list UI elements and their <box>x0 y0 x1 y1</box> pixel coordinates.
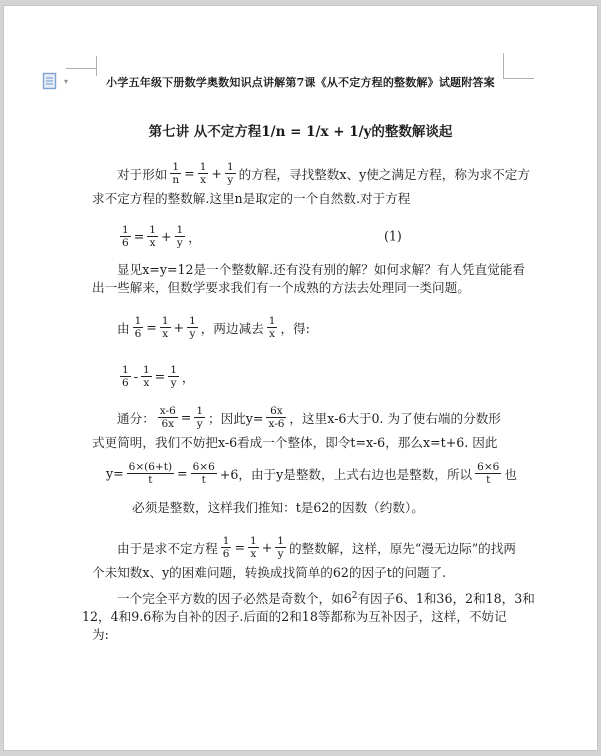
margin-crop-mark <box>66 68 97 69</box>
equation-number: (1) <box>384 228 402 244</box>
fraction: $\frac{1}{x}$ <box>149 223 156 249</box>
paragraph <box>92 530 517 582</box>
fraction: $\frac{1}{y}$ <box>226 160 234 186</box>
text-run: 由 <box>117 320 130 336</box>
text-run: ，两边减去 <box>200 320 264 336</box>
fraction: $\frac{1}{6}$ <box>134 314 142 340</box>
fraction: $\frac{6x}{x-6}$ <box>268 404 285 430</box>
doc-header-line: 小学五年级下册数学奥数知识点讲解第7课《从不定方程的整数解》试题附答案 <box>106 76 495 89</box>
fraction: $\frac{6\times 6}{t}$ <box>192 460 215 486</box>
fraction: $\frac{1}{6}$ <box>122 223 129 249</box>
paragraph-line <box>92 156 530 190</box>
text-run: 有因子6、1和36，2和18，3和 <box>357 591 535 606</box>
text-run: + <box>211 165 222 181</box>
margin-crop-mark <box>503 78 534 79</box>
paragraph-line <box>92 452 517 494</box>
equation-line <box>92 219 517 253</box>
paragraph-line: 式更简明，我们不妨把x-6看成一个整体，即令t=x-6，那么x=t+6. 因此 <box>92 435 498 450</box>
text-run: 对于形如 <box>117 166 168 182</box>
fraction: $\frac{1}{x}$ <box>161 314 169 340</box>
text-run: 通分： <box>117 410 155 426</box>
fraction: $\frac{x-6}{6x}$ <box>159 404 176 430</box>
text-run: = <box>146 319 157 335</box>
fraction: $\frac{1}{y}$ <box>277 534 284 560</box>
superscript: 2 <box>351 590 358 601</box>
text-run: + <box>160 228 172 244</box>
fraction: $\frac{1}{x}$ <box>199 160 207 186</box>
equation-line <box>92 359 517 393</box>
paragraph <box>92 400 517 517</box>
equation-line <box>92 310 517 344</box>
paragraph-line: 显见x=y=12是一个整数解.还有没有别的解？如何求解？有人凭直觉能看 <box>117 262 525 277</box>
text-run: ， <box>188 229 201 245</box>
doc-title: 第七讲 从不定方程1/n = 1/x + 1/y的整数解谈起 <box>148 124 453 140</box>
text-run: + <box>261 539 273 555</box>
paragraph-line: 必须是整数，这样我们推知：t是62的因数（约数）。 <box>132 500 424 515</box>
fraction: $\frac{1}{y}$ <box>170 363 177 389</box>
paragraph <box>92 156 530 208</box>
paragraph-line: 求不定方程的整数解.这里n是取定的一个自然数.对于方程 <box>92 191 411 206</box>
text-run: = <box>177 465 188 481</box>
fraction: $\frac{6\times(6+t)}{t}$ <box>128 460 173 486</box>
text-run: y= <box>106 465 124 481</box>
fraction: $\frac{1}{y}$ <box>196 404 203 430</box>
fraction: $\frac{1}{n}$ <box>172 160 180 186</box>
text-run: - <box>133 368 138 384</box>
margin-crop-mark <box>96 56 97 76</box>
fraction: $\frac{1}{x}$ <box>142 363 150 389</box>
text-run: ，这里x-6大于0. 为了使右端的分数形 <box>289 410 501 426</box>
paragraph <box>82 590 535 644</box>
fraction: $\frac{1}{x}$ <box>250 534 257 560</box>
text-run: = <box>184 165 195 181</box>
paragraph-line <box>92 530 517 564</box>
text-run: 由于是求不定方程 <box>117 540 218 556</box>
document-icon[interactable] <box>42 72 58 90</box>
text-run: 也 <box>504 466 517 482</box>
doc-body <box>4 156 597 644</box>
text-run: +6，由于y是整数，上式右边也是整数，所以 <box>219 466 473 482</box>
text-run: ， <box>181 369 195 385</box>
fraction: $\frac{1}{6}$ <box>122 363 129 389</box>
paragraph-line <box>92 590 535 608</box>
text-run: 的整数解，这样，原先“漫无边际”的找两 <box>288 540 516 556</box>
paragraph-line: 为: <box>92 627 109 642</box>
paragraph-line: 个未知数x、y的困难问题，转换成找简单的62的因子t的问题了. <box>92 565 447 580</box>
paragraph-line <box>92 400 517 434</box>
text-run: = <box>154 368 166 384</box>
fraction: $\frac{1}{y}$ <box>189 314 196 340</box>
text-run: = <box>180 409 192 425</box>
text-run: = <box>133 228 145 244</box>
text-run: 的方程，寻找整数x、y使之满足方程，称为求不定方 <box>238 166 530 182</box>
paragraph <box>92 261 525 297</box>
margin-crop-mark <box>503 53 504 79</box>
paragraph-line: 出一些解来，但数学要求我们有一个成熟的方法去处理同一类问题。 <box>92 280 470 295</box>
fraction: $\frac{1}{x}$ <box>268 314 276 340</box>
text-run: ，得: <box>280 320 310 336</box>
fraction: $\frac{1}{6}$ <box>222 534 230 560</box>
fraction: $\frac{6\times 6}{t}$ <box>477 460 500 486</box>
text-run: = <box>234 539 245 555</box>
text-run: ；因此y= <box>208 410 264 426</box>
text-run: + <box>173 319 185 335</box>
fraction: $\frac{1}{y}$ <box>176 223 184 249</box>
document-page <box>3 5 598 751</box>
text-run: 一个完全平方数的因子必然是奇数个，如6 <box>117 591 352 606</box>
dropdown-caret-icon[interactable]: ▾ <box>64 77 69 86</box>
paragraph-line: 12，4和9.6称为自补的因子.后面的2和18等都称为互补因子，这样，不妨记 <box>82 609 507 624</box>
